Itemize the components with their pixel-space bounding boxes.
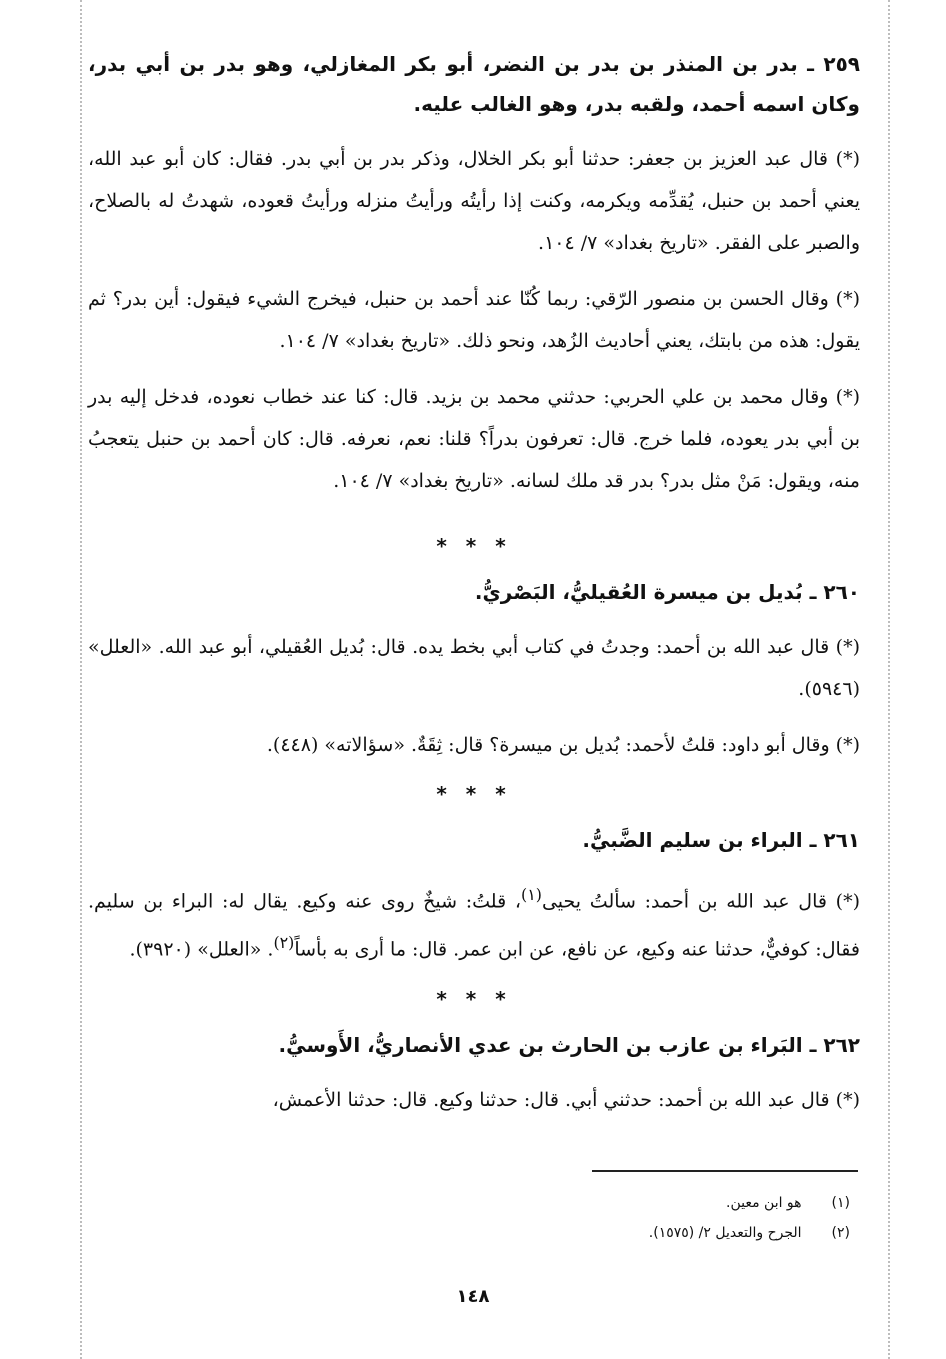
entry-259-para-3: (*) وقال محمد بن علي الحربي: حدثني محمد بن بزيد. قال: كنا عند خطاب نعوده، فدخل إليه بدر بن أبي بدر يعوده، فلما خرج. قال: تعرفون بدراً؟ قلنا: نعم، نعرفه. قال: كان أحمد بن حنبل يتعجبُ منه، ويقول: مَنْ مثل بدر؟ بدر قد ملك لسانه. «تاريخ بغداد» ٧/ ١٠٤. (88, 386, 860, 492)
footnote-1-number: (١) (831, 1195, 850, 1211)
entry-260-para-2: (*) وقال أبو داود: قلتُ لأحمد: بُديل بن ميسرة؟ قال: ثِقَةٌ. «سؤالاته» (٤٤٨). (266, 734, 860, 756)
page-number: ١٤٨ (456, 1286, 490, 1307)
footnote-1-text: هو ابن معين. (726, 1195, 802, 1211)
footnote-2 (150, 1218, 850, 1248)
footnote-2-text: الجرح والتعديل ٢/ (١٥٧٥). (648, 1225, 802, 1241)
footnote-divider (592, 1170, 858, 1172)
entry-260-para-1: (*) قال عبد الله بن أحمد: وجدتُ في كتاب أبي بخط يده. قال: بُديل العُقيلي، أبو عبد الله. «العلل» (٥٩٤٦). (88, 636, 860, 700)
page-edge-dots-left (80, 0, 82, 1359)
section-separator: * * * (436, 782, 512, 806)
entry-259-para-2: (*) وقال الحسن بن منصور الرّقي: ربما كُنّا عند أحمد بن حنبل، فيخرج الشيء فيقول: أين بدر؟ ثم يقول: هذه من بابتك، يعني أحاديث الزُهد، ونحو ذلك. «تاريخ بغداد» ٧/ ١٠٤. (88, 288, 860, 352)
entry-261-text-a: (*) قال عبد الله بن أحمد: سألتُ يحيى (541, 890, 860, 913)
page-body (88, 44, 860, 1135)
entry-260-heading: ٢٦٠ ـ بُديل بن ميسرة العُقيليُّ، البَصْريُّ. (474, 580, 860, 604)
footnote-ref-1: (١) (521, 885, 542, 904)
entry-261-text-c: . «العلل» (٣٩٢٠). (129, 938, 274, 961)
entry-261-text-b: ، قلتُ: شيخٌ روى عنه وكيع. يقال له: البراء بن سليم. فقال: كوفيٌّ، حدثنا عنه وكيع، عن نافع، عن ابن عمر. قال: ما أرى به بأساً (88, 890, 860, 961)
entry-261-para-1 (88, 874, 860, 971)
section-separator: * * * (436, 986, 512, 1011)
footnote-1 (150, 1188, 850, 1218)
entry-262-heading: ٢٦٢ ـ البَراء بن عازب بن الحارث بن عدي الأنصاريُّ، الأَوسيُّ. (278, 1032, 860, 1057)
footnotes (150, 1188, 850, 1248)
footnote-2-number: (٢) (831, 1225, 850, 1241)
entry-259-heading: ٢٥٩ ـ بدر بن المنذر بن بدر بن النضر، أبو بكر المغازلي، وهو بدر بن أبي بدر، وكان اسمه أحمد، ولقبه بدر، وهو الغالب عليه. (88, 52, 860, 116)
section-separator: * * * (436, 534, 512, 558)
entry-259-para-1: (*) قال عبد العزيز بن جعفر: حدثنا أبو بكر الخلال، وذكر بدر بن أبي بدر. فقال: كان أبو عبد الله، يعني أحمد بن حنبل، يُقدِّمه ويكرمه، وكنت إذا رأيتُه ورأيتُ منزله ورأيتُ قعوده، شهدتُ له بالصلاح، والصبر على الفقر. «تاريخ بغداد» ٧/ ١٠٤. (88, 148, 860, 254)
entry-261-heading: ٢٦١ ـ البراء بن سليم الضَّبيُّ. (582, 828, 860, 852)
entry-262-para-1: (*) قال عبد الله بن أحمد: حدثني أبي. قال: حدثنا وكيع. قال: حدثنا الأعمش، (272, 1088, 860, 1111)
page-edge-dots-right (888, 0, 890, 1359)
footnote-ref-2: (٢) (273, 933, 295, 953)
